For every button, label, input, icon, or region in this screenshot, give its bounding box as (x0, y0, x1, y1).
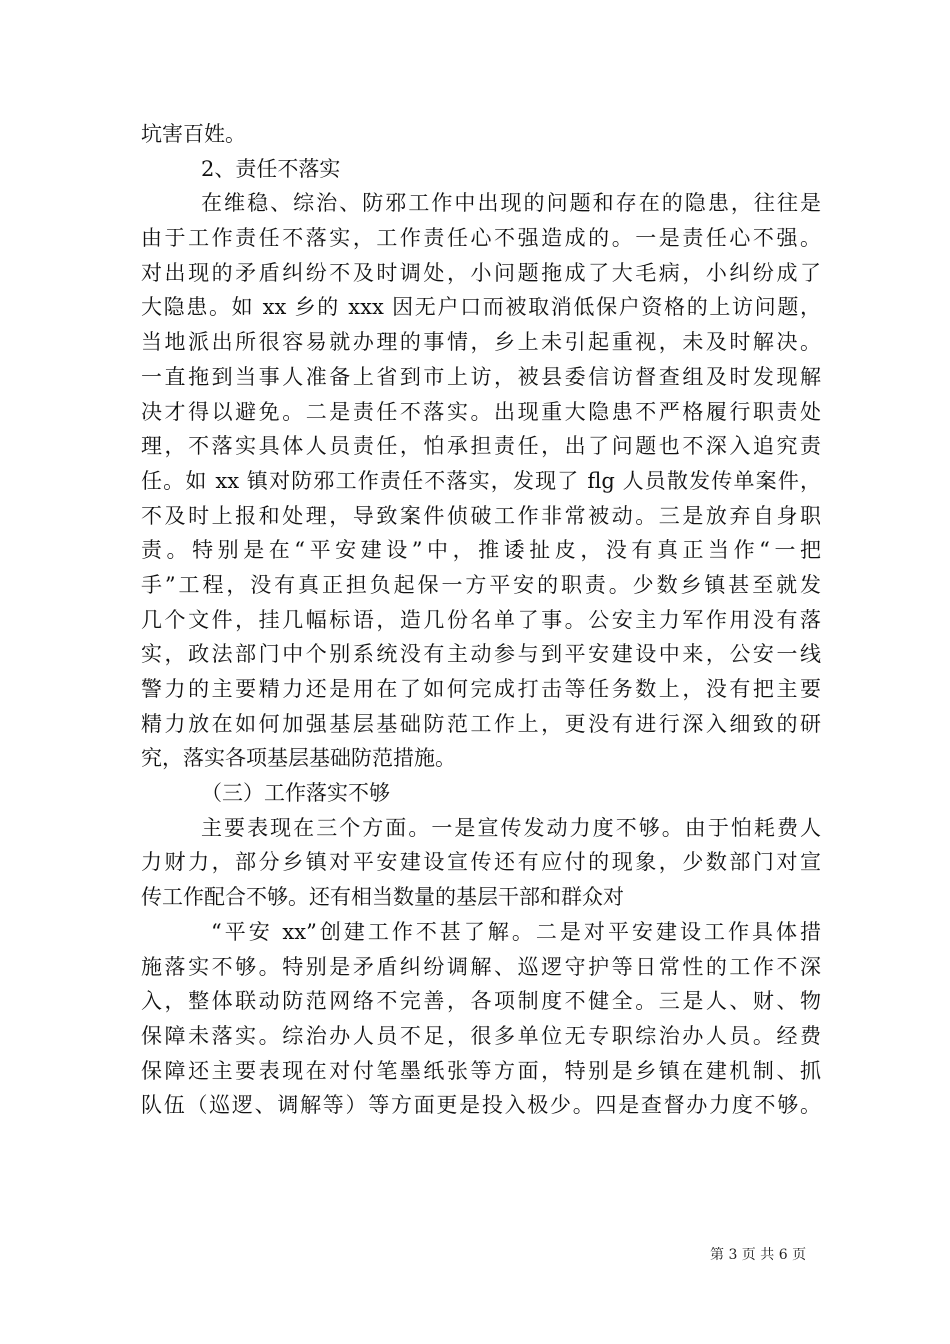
text-line: 坑害百姓。 (141, 122, 246, 146)
document-body (141, 117, 821, 1123)
text-line: “平安 xx”创建工作不甚了解。二是对平安建设工作具体措 (211, 919, 821, 944)
text-line: 一直拖到当事人准备上省到市上访，被县委信访督查组及时发现解 (141, 364, 821, 389)
text-line: 队伍（巡逻、调解等）等方面更是投入极少。四是查督办力度不够。 (141, 1093, 821, 1118)
text-line: 任。如 xx 镇对防邪工作责任不落实，发现了 flg 人员散发传单案件， (141, 468, 821, 493)
text-line: 不及时上报和处理，导致案件侦破工作非常被动。三是放弃自身职 (141, 503, 821, 528)
page-number: 第 3 页 共 6 页 (710, 1247, 807, 1263)
text-line: 责。特别是在“平安建设”中，推诿扯皮，没有真正当作“一把 (141, 538, 821, 563)
text-line: 力财力，部分乡镇对平安建设宣传还有应付的现象，少数部门对宣 (141, 850, 821, 875)
text-line: 实，政法部门中个别系统没有主动参与到平安建设中来，公安一线 (141, 642, 821, 667)
section-heading: 2、责任不落实 (201, 156, 341, 181)
text-line: 施落实不够。特别是矛盾纠纷调解、巡逻守护等日常性的工作不深 (141, 954, 821, 979)
text-line: 对出现的矛盾纠纷不及时调处，小问题拖成了大毛病，小纠纷成了 (141, 260, 821, 285)
text-line: 主要表现在三个方面。一是宣传发动力度不够。由于怕耗费人 (201, 815, 821, 840)
text-line: 精力放在如何加强基层基础防范工作上，更没有进行深入细致的研 (141, 711, 821, 736)
text-line: 警力的主要精力还是用在了如何完成打击等任务数上，没有把主要 (141, 677, 821, 701)
text-line: 保障还主要表现在对付笔墨纸张等方面，特别是乡镇在建机制、抓 (141, 1058, 821, 1083)
text-line: 大隐患。如 xx 乡的 xxx 因无户口而被取消低保户资格的上访问题， (141, 295, 821, 320)
text-line: 由于工作责任不落实，工作责任心不强造成的。一是责任心不强。 (141, 226, 821, 251)
text-line: 理，不落实具体人员责任，怕承担责任，出了问题也不深入追究责 (141, 434, 821, 459)
text-line: 究，落实各项基层基础防范措施。 (141, 746, 456, 771)
text-line: 传工作配合不够。还有相当数量的基层干部和群众对 (141, 885, 624, 910)
text-line: 几个文件，挂几幅标语，造几份名单了事。公安主力军作用没有落 (141, 607, 821, 632)
text-line: 决才得以避免。二是责任不落实。出现重大隐患不严格履行职责处 (141, 399, 821, 424)
text-line: 保障未落实。综治办人员不足，很多单位无专职综治办人员。经费 (141, 1023, 821, 1048)
text-line: 在维稳、综治、防邪工作中出现的问题和存在的隐患，往往是 (201, 191, 821, 216)
text-line: 入，整体联动防范网络不完善，各项制度不健全。三是人、财、物 (141, 989, 821, 1014)
text-line: 当地派出所很容易就办理的事情，乡上未引起重视，未及时解决。 (141, 330, 821, 355)
text-line: 手”工程，没有真正担负起保一方平安的职责。少数乡镇甚至就发 (141, 572, 821, 597)
section-heading: （三）工作落实不够 (201, 781, 390, 806)
